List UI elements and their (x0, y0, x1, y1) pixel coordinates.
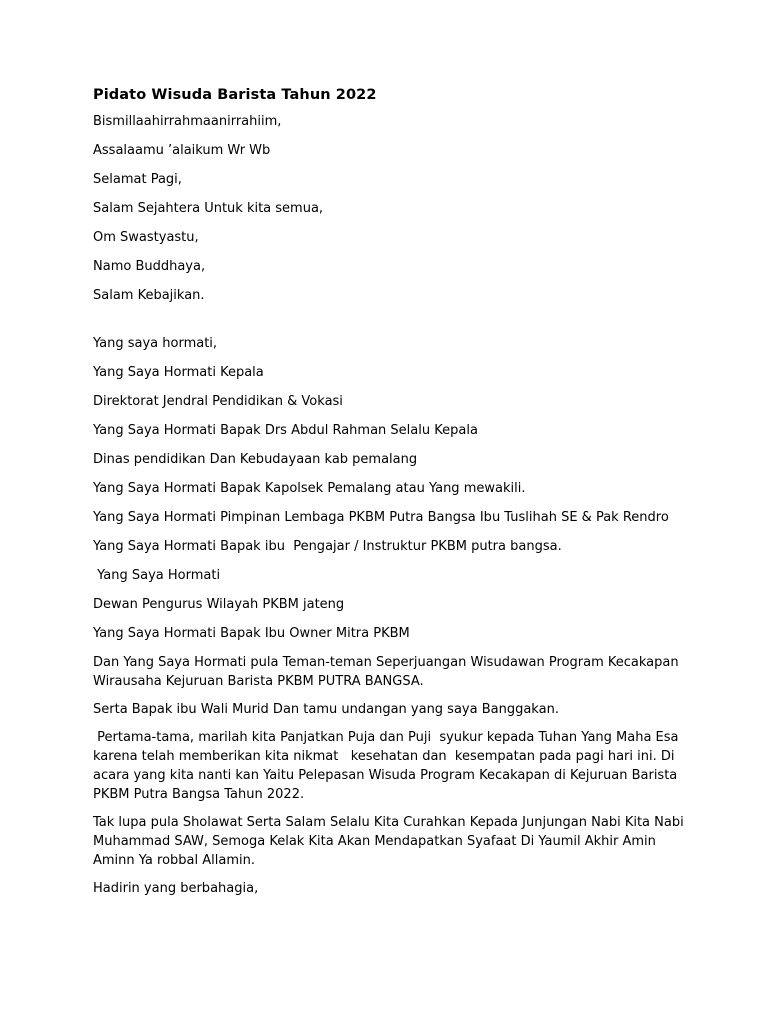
greeting-line: Assalaamu ’alaikum Wr Wb (93, 143, 271, 158)
paragraph-line: Muhammad SAW, Semoga Kelak Kita Akan Mendapatkan Syafaat Di Yaumil Akhir Amin (93, 834, 656, 849)
paragraph-line: karena telah memberikan kita nikmat kesehatan dan kesempatan pada pagi hari ini. Di (93, 749, 675, 764)
honorifics-block (93, 334, 693, 643)
paragraph (93, 728, 693, 804)
honorific-line: Direktorat Jendral Pendidikan & Vokasi (93, 394, 343, 409)
paragraph (93, 879, 693, 898)
paragraph-line: Wirausaha Kejuruan Barista PKBM PUTRA BANGSA. (93, 674, 424, 689)
document-page (93, 86, 693, 907)
paragraph-line: Hadirin yang berbahagia, (93, 881, 259, 896)
honorific-line: Yang Saya Hormati Pimpinan Lembaga PKBM Putra Bangsa Ibu Tuslihah SE & Pak Rendro (93, 510, 669, 525)
paragraph-line: Pertama-tama, marilah kita Panjatkan Puja dan Puji syukur kepada Tuhan Yang Maha Esa (93, 730, 679, 745)
paragraph-line: Tak lupa pula Sholawat Serta Salam Selalu Kita Curahkan Kepada Junjungan Nabi Kita Nabi (93, 815, 684, 830)
greetings-block (93, 112, 693, 305)
greeting-line: Bismillaahirrahmaanirrahiim, (93, 114, 282, 129)
honorific-line: Yang saya hormati, (93, 336, 218, 351)
blank-line (93, 315, 693, 334)
honorific-line: Yang Saya Hormati (93, 568, 221, 583)
honorific-line: Yang Saya Hormati Bapak ibu Pengajar / Instruktur PKBM putra bangsa. (93, 539, 562, 554)
honorific-line: Yang Saya Hormati Kepala (93, 365, 264, 380)
paragraph-line: PKBM Putra Bangsa Tahun 2022. (93, 787, 305, 802)
paragraph-line: Dan Yang Saya Hormati pula Teman-teman Seperjuangan Wisudawan Program Kecakapan (93, 655, 679, 670)
paragraph-line: acara yang kita nanti kan Yaitu Pelepasan Wisuda Program Kecakapan di Kejuruan Barista (93, 768, 678, 783)
paragraph (93, 813, 693, 870)
greeting-line: Namo Buddhaya, (93, 259, 206, 274)
document-title: Pidato Wisuda Barista Tahun 2022 (93, 87, 377, 103)
paragraph (93, 700, 693, 719)
honorific-line: Dinas pendidikan Dan Kebudayaan kab pemalang (93, 452, 418, 467)
paragraph-line: Aminn Ya robbal Allamin. (93, 853, 255, 868)
honorific-line: Yang Saya Hormati Bapak Drs Abdul Rahman Selalu Kepala (93, 423, 478, 438)
honorific-line: Dewan Pengurus Wilayah PKBM jateng (93, 597, 345, 612)
greeting-line: Salam Sejahtera Untuk kita semua, (93, 201, 324, 216)
honorific-line: Yang Saya Hormati Bapak Kapolsek Pemalang atau Yang mewakili. (93, 481, 526, 496)
paragraph (93, 653, 693, 691)
greeting-line: Salam Kebajikan. (93, 288, 205, 303)
greeting-line: Om Swastyastu, (93, 230, 199, 245)
greeting-line: Selamat Pagi, (93, 172, 182, 187)
honorific-line: Yang Saya Hormati Bapak Ibu Owner Mitra PKBM (93, 626, 410, 641)
body-paragraphs (93, 653, 693, 898)
paragraph-line: Serta Bapak ibu Wali Murid Dan tamu undangan yang saya Banggakan. (93, 702, 559, 717)
